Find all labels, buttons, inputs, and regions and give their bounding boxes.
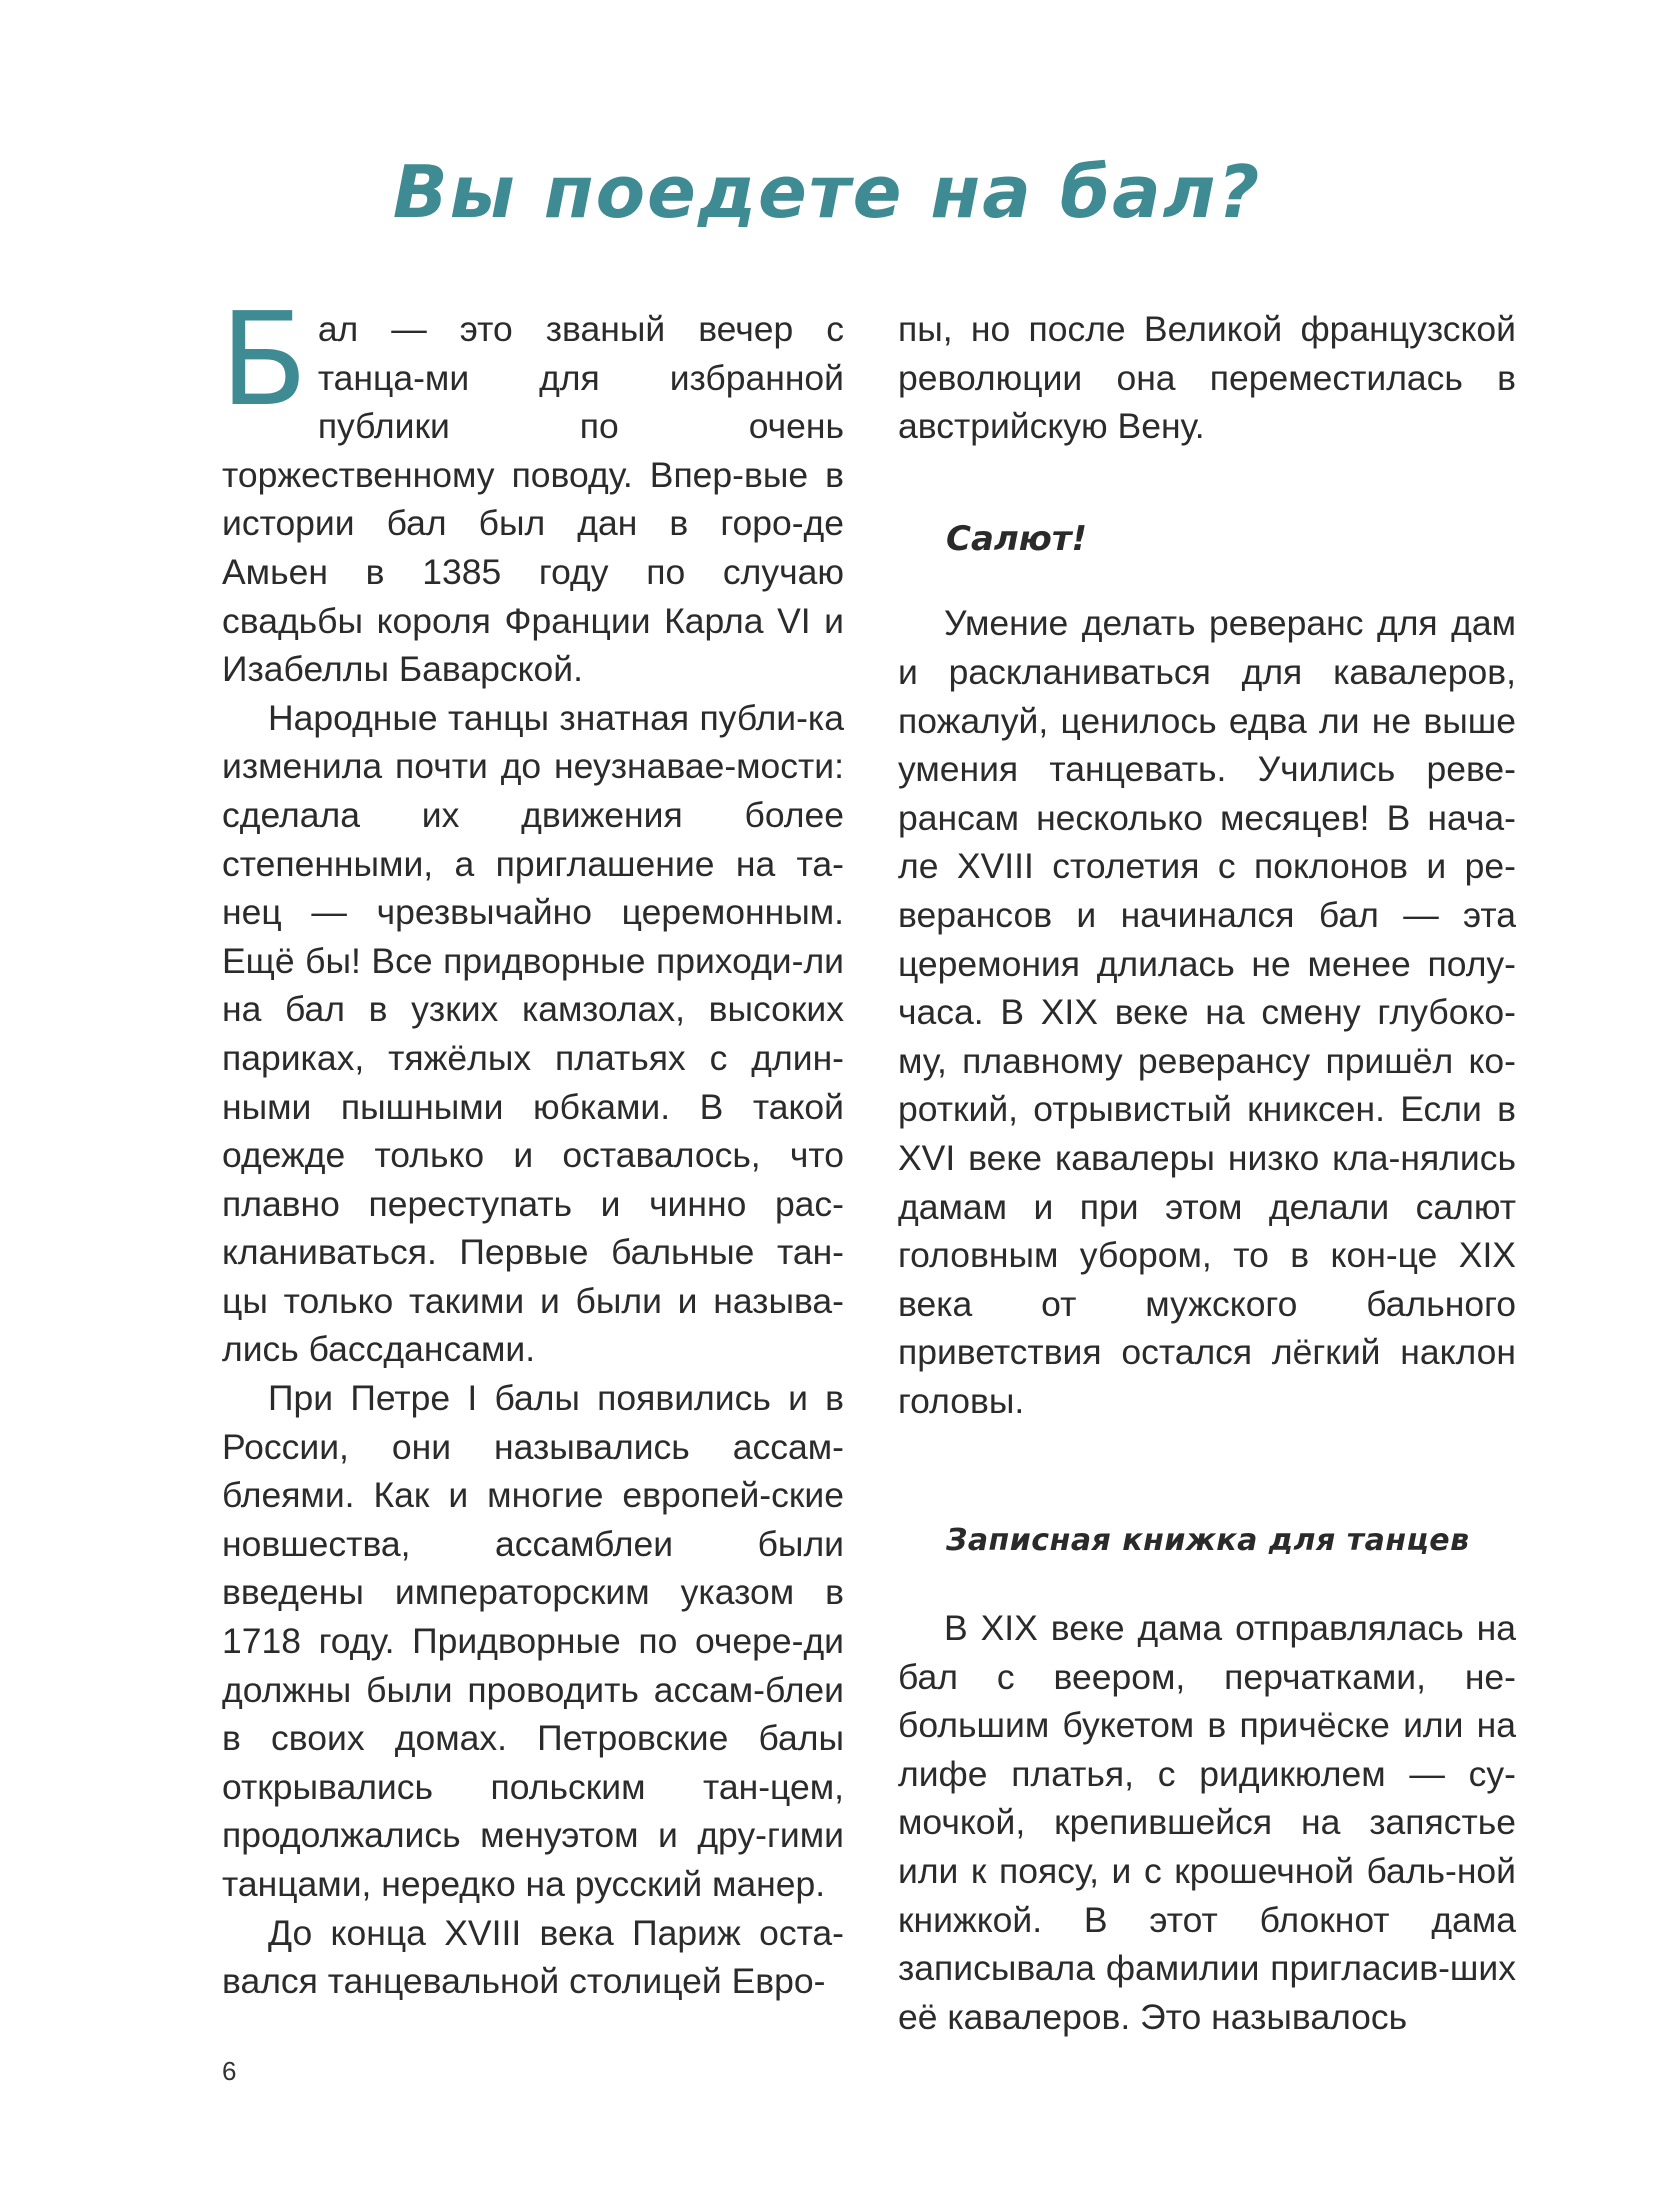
salut-paragraph: Умение делать реверанс для дам и раскланиваться для кавалеров, пожалуй, ценилось едва ли не выше умения танцевать. Учились реве-рансам несколько месяцев! В нача-ле XVIII столетия с поклонов и ре-верансов и начинался бал — эта церемония длилась не менее полу-часа. В XIX веке на смену глубоко-му, плавному реверансу пришёл ко-роткий, отрывистый книксен. Если в XVI веке кавалеры низко кла-нялись дамам и при этом делали салют головным убором, то в кон-це XIX века от мужского бального приветствия остался лёгкий наклон головы.	[898, 603, 1516, 1421]
right-column	[898, 305, 1516, 2041]
dance-card-heading: Записная книжка для танцев	[946, 1523, 1470, 1559]
page-title: Вы поедете на бал?	[392, 150, 1262, 234]
left-column	[220, 286, 844, 2006]
drop-cap: Б	[220, 286, 308, 435]
paris-paragraph: До конца XVIII века Париж оста-вался танцевальной столицей Евро-	[222, 1912, 844, 2002]
intro-paragraph	[220, 286, 844, 694]
dance-card-paragraph: В XIX веке дама отправлялась на бал с веером, перчатками, не-большим букетом в причёске или на лифе платья, с ридикюлем — су-мочкой, крепившейся на запястье или к поясу, и с крошечной баль-ной книжкой. В этот блокнот дама записывала фамилии пригласив-ших её кавалеров. Это называлось	[898, 1608, 1516, 2037]
paris-paragraph-continued: пы, но после Великой французской революции она переместилась в австрийскую Вену.	[898, 309, 1516, 447]
folk-dances-paragraph: Народные танцы знатная публи-ка изменила почти до неузнавае-мости: сделала их движения более степенными, а приглашение на та-нец — чрезвычайно церемонным. Ещё бы! Все придворные приходи-ли на бал в узких камзолах, высоких париках, тяжёлых платьях с длин-ными пышными юбками. В такой одежде только и оставалось, что плавно переступать и чинно рас-кланиваться. Первые бальные тан-цы только такими и были и называ-лись бассдансами.	[222, 697, 844, 1370]
intro-text: ал — это званый вечер с танца-ми для избранной публики по очень торжественному поводу. Впер-вые в истории бал был дан в горо-де Амьен в 1385 году по случаю свадьбы короля Франции Карла VI и Изабеллы Баварской.	[222, 309, 844, 690]
assemblies-paragraph: При Петре I балы появились и в России, они назывались ассам-блеями. Как и многие европей-ские новшества, ассамблеи были введены императорским указом в 1718 году. Придворные по очере-ди должны были проводить ассам-блеи в своих домах. Петровские балы открывались польским тан-цем, продолжались менуэтом и дру-гими танцами, нередко на русский манер.	[222, 1378, 844, 1904]
salut-heading: Салют!	[946, 518, 1088, 559]
page-number: 6	[222, 2056, 237, 2086]
